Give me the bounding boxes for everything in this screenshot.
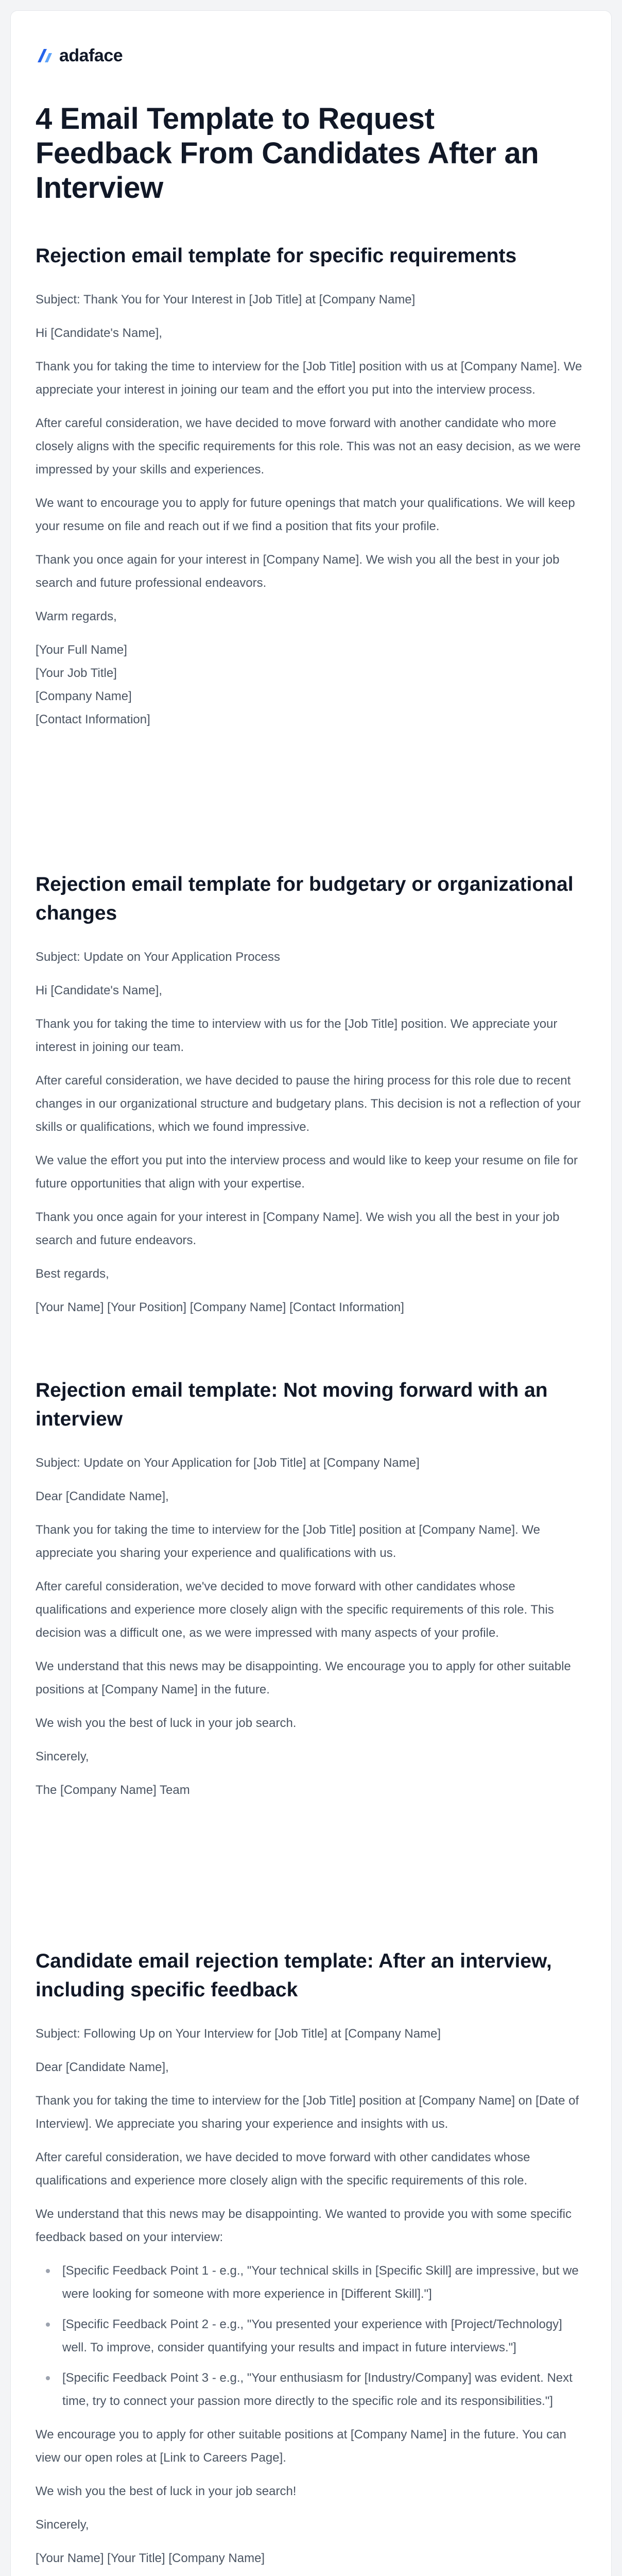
email-greeting: Hi [Candidate's Name], <box>36 326 163 340</box>
section-heading: Rejection email template for budgetary or organizational changes <box>36 873 574 924</box>
adaface-logo-icon <box>36 47 55 64</box>
email-greeting: Hi [Candidate's Name], <box>36 984 163 997</box>
email-greeting: Dear [Candidate Name], <box>36 2060 169 2074</box>
email-paragraph: We wish you the best of luck in your job search. <box>36 1716 297 1730</box>
email-paragraph: Thank you for taking the time to interview for the [Job Title] position with us at [Company Name]. We appreciate your interest in joining our team and the effort you put into the interview process. <box>36 360 582 397</box>
email-subject: Subject: Update on Your Application for [Job Title] at [Company Name] <box>36 1456 420 1470</box>
email-paragraph: After careful consideration, we've decided to move forward with other candidates whose qualifications and experience more closely align with the specific requirements of this role. This decision was a difficult one, as we were impressed with many aspects of your profile. <box>36 1580 554 1640</box>
signature-line: [Contact Information] <box>36 713 150 726</box>
email-paragraph: We understand that this news may be disappointing. We encourage you to apply for other suitable positions at [Company Name] in the future. <box>36 1659 571 1697</box>
article-card <box>10 10 612 2576</box>
section-specific-requirements <box>36 242 588 731</box>
email-greeting: Dear [Candidate Name], <box>36 1489 169 1503</box>
email-paragraph: Thank you for taking the time to interview for the [Job Title] position at [Company Name]. We appreciate you sharing your experience and qualifications with us. <box>36 1523 541 1560</box>
signature-line: [Your Job Title] <box>36 666 117 680</box>
email-paragraph: Thank you for taking the time to interview with us for the [Job Title] position. We appreciate your interest in joining our team. <box>36 1017 558 1054</box>
feedback-list <box>36 2259 588 2413</box>
section-not-moving-forward <box>36 1376 588 1802</box>
email-signature: The [Company Name] Team <box>36 1783 190 1797</box>
email-paragraph: We encourage you to apply for other suitable positions at [Company Name] in the future. You can view our open roles at [Link to Careers Page]. <box>36 2428 566 2465</box>
email-signature: [Your Name] [Your Title] [Company Name] <box>36 2551 265 2565</box>
feedback-list-item: [Specific Feedback Point 3 - e.g., "Your enthusiasm for [Industry/Company] was evident. Next time, try to connect your passion more directly to the specific role and its responsibilities."] <box>62 2366 588 2413</box>
section-heading: Rejection email template for specific requirements <box>36 245 517 267</box>
feedback-list-item: [Specific Feedback Point 2 - e.g., "You presented your experience with [Project/Technology] well. To improve, consider quantifying your results and impact in future interviews."] <box>62 2313 588 2359</box>
email-paragraph: Thank you for taking the time to interview for the [Job Title] position at [Company Name] on [Date of Interview]. We appreciate you sharing your experience and insights with us. <box>36 2094 579 2131</box>
section-budgetary-changes <box>36 870 588 1319</box>
email-signoff: Warm regards, <box>36 609 117 623</box>
email-signature: [Your Name] [Your Position] [Company Name] [Contact Information] <box>36 1300 404 1314</box>
email-subject: Subject: Update on Your Application Process <box>36 950 280 964</box>
signature-line: [Company Name] <box>36 689 132 703</box>
email-paragraph: Thank you once again for your interest in [Company Name]. We wish you all the best in your job search and future professional endeavors. <box>36 553 560 590</box>
email-signoff: Sincerely, <box>36 1750 89 1764</box>
email-paragraph: We wish you the best of luck in your job search! <box>36 2484 297 2498</box>
brand-logo[interactable] <box>36 47 123 64</box>
email-subject: Subject: Following Up on Your Interview for [Job Title] at [Company Name] <box>36 2027 441 2041</box>
email-signoff: Best regards, <box>36 1267 109 1281</box>
email-paragraph: We understand that this news may be disappointing. We wanted to provide you with some specific feedback based on your interview: <box>36 2207 572 2244</box>
email-paragraph: We value the effort you put into the interview process and would like to keep your resume on file for future opportunities that align with your expertise. <box>36 1154 578 1191</box>
email-paragraph: Thank you once again for your interest in [Company Name]. We wish you all the best in your job search and future endeavors. <box>36 1210 560 1247</box>
feedback-list-item: [Specific Feedback Point 1 - e.g., "Your technical skills in [Specific Skill] are impressive, but we were looking for someone with more experience in [Different Skill]."] <box>62 2259 588 2306</box>
email-subject: Subject: Thank You for Your Interest in [Job Title] at [Company Name] <box>36 293 416 307</box>
page-title: 4 Email Template to Request Feedback From Candidates After an Interview <box>36 102 539 205</box>
email-signoff: Sincerely, <box>36 2518 89 2532</box>
signature-line: [Your Full Name] <box>36 643 127 657</box>
section-heading: Rejection email template: Not moving forward with an interview <box>36 1379 548 1430</box>
section-heading: Candidate email rejection template: After an interview, including specific feedback <box>36 1950 552 2001</box>
brand-name: adaface <box>59 46 123 65</box>
email-paragraph: After careful consideration, we have decided to move forward with other candidates whose qualifications and experience more closely align with the specific requirements of this role. <box>36 2150 530 2188</box>
email-paragraph: We want to encourage you to apply for future openings that match your qualifications. We will keep your resume on file and reach out if we find a position that fits your profile. <box>36 496 575 533</box>
email-paragraph: After careful consideration, we have decided to move forward with another candidate who more closely aligns with the specific requirements for this role. This was not an easy decision, as we were impressed by your skills and experiences. <box>36 416 581 477</box>
email-paragraph: After careful consideration, we have decided to pause the hiring process for this role due to recent changes in our organizational structure and budgetary plans. This decision is not a reflection of your skills or qualifications, which we found impressive. <box>36 1074 581 1134</box>
section-specific-feedback <box>36 1947 588 2570</box>
